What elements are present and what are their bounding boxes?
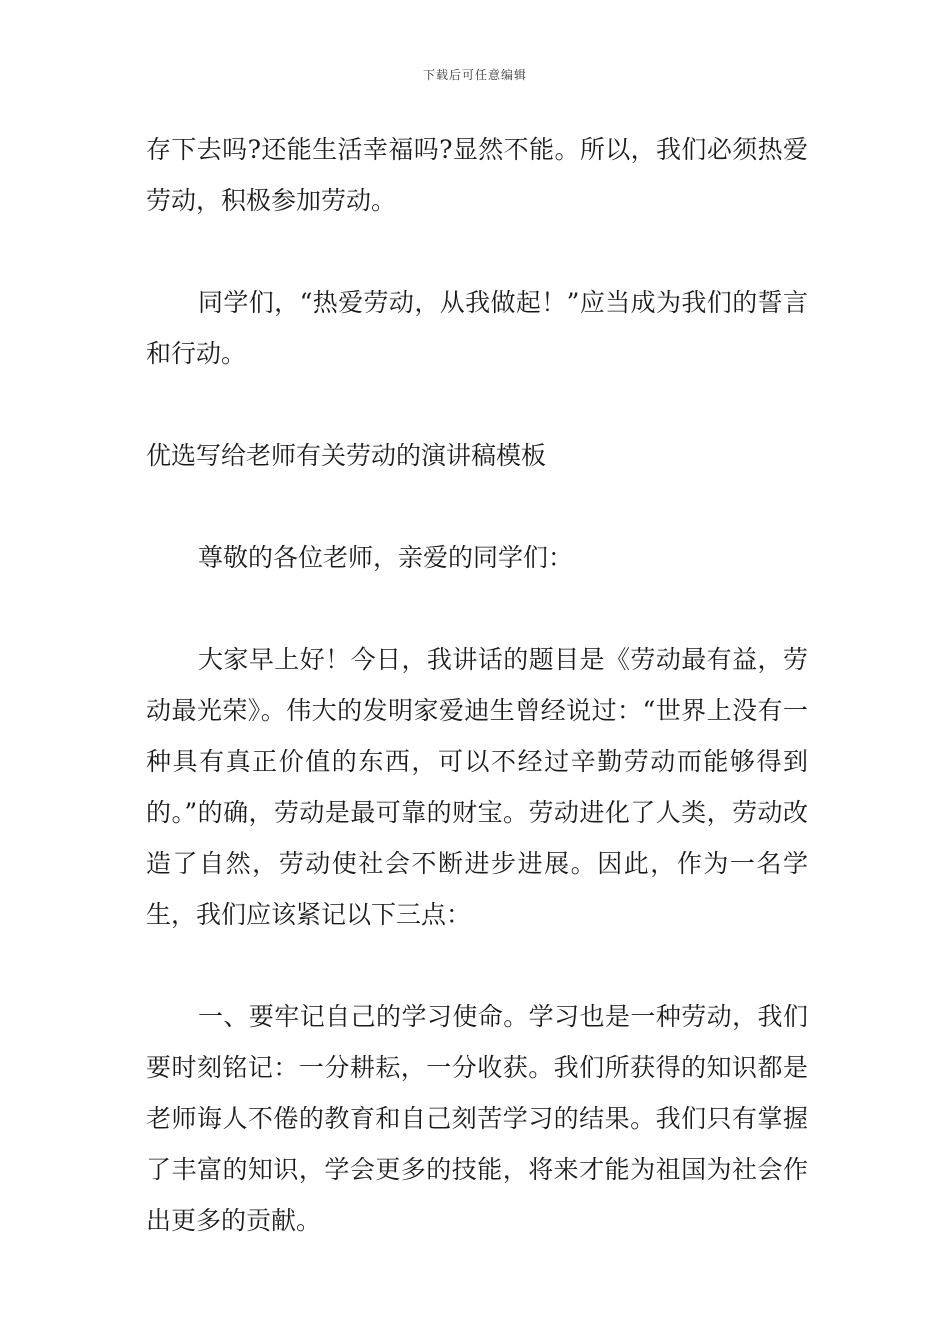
paragraph-greeting: 尊敬的各位老师，亲爱的同学们： [198,543,574,572]
paragraph-pledge: 同学们，“热爱劳动，从我做起！”应当成为我们的誓言和行动。 [146,288,808,368]
paragraph-opening: 大家早上好！今日，我讲话的题目是《劳动最有益，劳动最光荣》。伟大的发明家爱迪生曾经说过：“世界上没有一种具有真正价值的东西，可以不经过辛勤劳动而能够得到的。”的确，劳动是最可靠的财宝。劳动进化了人类，劳动改造了自然，劳动使社会不断进步进展。因此，作为一名学生，我们应该紧记以下三点： [146,645,808,929]
header-note: 下载后可任意编辑 [422,68,527,82]
paragraph-point-one: 一、要牢记自己的学习使命。学习也是一种劳动，我们要时刻铭记：一分耕耘，一分收获。我们所获得的知识都是老师诲人不倦的教育和自己刻苦学习的结果。我们只有掌握了丰富的知识，学会更多的技能，将来才能为祖国为社会作出更多的贡献。 [146,1002,808,1235]
document-body [146,124,808,1246]
paragraph-continuation: 存下去吗?还能生活幸福吗?显然不能。所以，我们必须热爱劳动，积极参加劳动。 [146,135,808,215]
section-title: 优选写给老师有关劳动的演讲稿模板 [146,441,547,470]
